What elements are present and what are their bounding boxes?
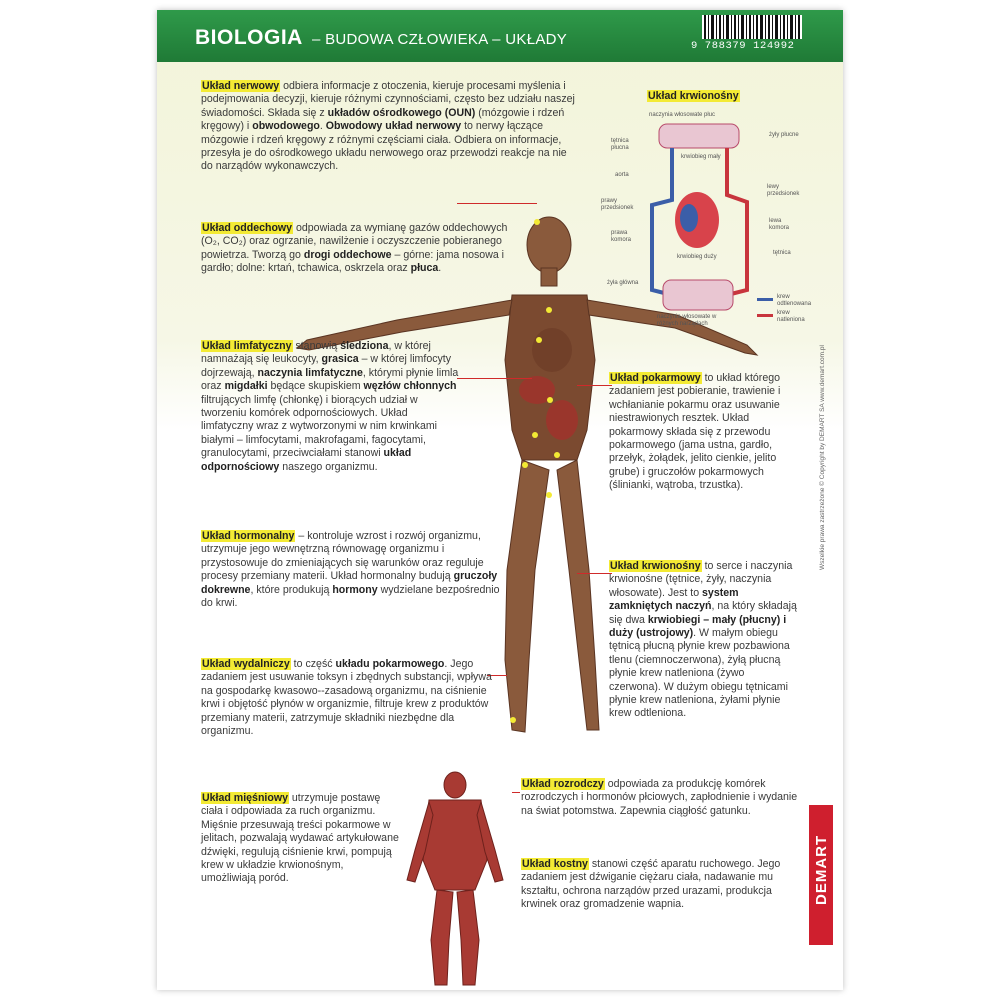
bold-term: Obwodowy układ nerwowy: [325, 120, 462, 133]
label-right-ventricle: prawa komora: [611, 230, 632, 243]
section-title-lymphatic: Układ limfatyczny: [202, 340, 292, 352]
bold-term: układu pokarmowego: [335, 658, 445, 670]
bold-term: system zamkniętych naczyń: [609, 586, 739, 613]
text-part: – górne: jama nosowa i gardło; dolne: krtań, tchawica, oskrzela oraz: [201, 248, 505, 275]
bold-term: gruczoły dokrewne: [201, 570, 498, 596]
label-vena-cava: żyła główna: [607, 280, 639, 286]
label-right-atrium: prawy przedsionek: [601, 198, 634, 211]
bold-term: hormony: [332, 583, 378, 596]
legend-oxygenated: krew natleniona: [777, 310, 805, 323]
section-endocrine-system: [201, 530, 501, 610]
muscle-figure: [407, 772, 503, 985]
label-aorta: aorta: [615, 172, 629, 178]
legend-deoxygenated: krew odtlenowana: [777, 294, 812, 307]
section-respiratory-system: [201, 222, 511, 276]
section-muscular-system: [201, 792, 401, 886]
connector-line: [577, 385, 612, 386]
label-artery: tętnica: [773, 250, 791, 256]
text-part: odbiera informacje z otoczenia, kieruje procesami myślenia i podejmowania decyzji, kieruje różnymi czynnościami, często bez udziału naszej świadomości. Składa się z: [201, 80, 575, 119]
text-part: , które produkują: [250, 583, 333, 596]
connector-line: [457, 203, 537, 204]
text-part: . Jego zadaniem jest usuwanie toksyn i zbędnych substancji, wpływa na gospodarkę kwasowo--zasadową organizmu, na ciśnienie krwi i objętość płynów w organizmie, filtruje krew z produktów przemiany materii, zatrzymuje składniki niezbędne dla organizmu.: [201, 658, 492, 738]
text-part: odpowiada za wymianę gazów oddechowych (O₂, CO₂) oraz ogrzanie, nawilżenie i oczyszczenie pobieranego powietrza. Tworzą go: [201, 222, 508, 261]
text-part: naszego organizmu.: [279, 460, 378, 473]
bold-term: naczynia limfatyczne: [257, 366, 363, 379]
label-left-atrium: lewy przedsionek: [767, 184, 800, 197]
bold-term: śledziona: [340, 340, 389, 352]
section-digestive-system: [609, 372, 799, 493]
section-excretory-system: [201, 658, 495, 738]
label-left-ventricle: lewa komora: [769, 218, 790, 231]
text-part: – w której limfocyty dojrzewają,: [201, 353, 452, 379]
section-title-reproductive: Układ rozrodczy: [522, 778, 604, 790]
text-part: odpowiada za produkcję komórek rozrodczych i hormonów płciowych, zapłodnienie i wydanie na świat potomstwa. Zapewnia ciągłość gatunku.: [521, 778, 798, 817]
bold-term: migdałki: [224, 380, 268, 393]
section-reproductive-system: [521, 778, 799, 818]
section-circulatory-system: [609, 560, 799, 721]
section-title-nervous: Układ nerwowy: [202, 80, 280, 92]
circulatory-diagram: [597, 90, 812, 330]
text-part: – kontroluje wzrost i rozwój organizmu, utrzymuje jego wewnętrzną równowagę organizmu i przystosowuje do zmieniających się warunków oraz reguluje procesy przemiany materii. Układ hormonalny budują: [201, 530, 484, 583]
page-title: BIOLOGIA: [195, 26, 303, 49]
text-part: .: [438, 262, 442, 275]
poster-card: [157, 10, 843, 990]
section-title-excretory: Układ wydalniczy: [202, 658, 290, 670]
section-title-endocrine: Układ hormonalny: [202, 530, 295, 542]
section-nervous-system: [201, 80, 581, 174]
text-part: wydzielane bezpośrednio do krwi.: [201, 583, 500, 610]
text-part: utrzymuje postawę ciała i odpowiada za ruch organizmu. Mięśnie przesuwają treści pokarmowe w jelitach, pozwalają wydawać artykułowane dźwięki, regulują ciśnienie krwi, pompują krew w układzie krwionośnym, umożliwiają poród.: [201, 792, 399, 885]
section-title-respiratory: Układ oddechowy: [202, 222, 293, 234]
diagram-title: Układ krwionośny: [648, 90, 739, 102]
text-part: będące skupiskiem: [267, 380, 364, 393]
label-pulmonary-veins: żyły płucne: [769, 132, 799, 138]
text-part: to układ którego zadaniem jest pobieranie, trawienie i wchłanianie pokarmu oraz usuwanie niestrawionych resztek. Układ pokarmowy składa się z przewodu pokarmowego (jama ustna, gardło, przełyk, żołądek, jelito cienkie, jelito grube) i gruczołów pokarmowych (ślinianki, wątroba, trzustka).: [609, 372, 781, 492]
label-capillaries-lungs: naczynia włosowate płuc: [649, 112, 716, 118]
text-part: , którymi płynie limla oraz: [201, 366, 459, 393]
label-pulmonary-artery: tętnica płucna: [611, 138, 629, 151]
logo-text: DEMART: [813, 834, 830, 905]
copyright-note: Wszelkie prawa zastrzeżone © Copyright by DEMART SA www.demart.com.pl: [819, 345, 826, 570]
page-subtitle: – BUDOWA CZŁOWIEKA – UKŁADY: [312, 31, 568, 48]
label-capillaries-organs: naczynia włosowate w różnych narządach: [657, 314, 717, 327]
text-part: filtrujących limfę (chłonkę) i biorących udział w tworzeniu komórek odpornościowych. Układ limfatyczny wraz z wytworzonymi w nim krwinkami białymi – limfocytami, makrofagami, fagocytami, granulocytami, przeciwciałami stanowi: [201, 393, 438, 460]
label-small-circulation: krwiobieg mały: [681, 154, 721, 160]
bold-term: krwiobiegi – mały (płucny) i duży (ustrojowy): [609, 613, 787, 640]
text-part: (mózgowie i rdzeń kręgowy) i: [201, 106, 565, 133]
text-part: stanowi część aparatu ruchowego. Jego zadaniem jest dźwiganie ciężaru ciała, nadawanie mu kształtu, ochrona narządów przed urazami, produkcja krwinek oraz gromadzenie wapnia.: [521, 858, 781, 911]
bold-term: grasica: [321, 353, 359, 366]
section-title-circulatory: Układ krwionośny: [610, 560, 701, 572]
bold-term: obwodowego: [252, 120, 320, 133]
barcode-number: 9 788379 124992: [691, 40, 795, 52]
text-part: , na który składają się dwa: [609, 600, 797, 626]
text-part: .: [319, 120, 326, 133]
section-skeletal-system: [521, 858, 799, 912]
section-lymphatic-system: [201, 340, 461, 474]
bold-term: płuca: [410, 262, 439, 275]
text-part: , w której namnażają się leukocyty,: [201, 340, 431, 366]
bold-term: drogi oddechowe: [303, 248, 392, 261]
text-part: . W małym obiegu tętnicą płucną płynie krew pozbawiona tlenu (ciemnoczerwona), żyłą płucną płynie krew natleniona (żywo czerwona). W dużym obiegu tętnicami płynie krew natleniona, żyłami płynie krew odtleniona.: [609, 627, 790, 720]
text-part: stanowią: [292, 340, 341, 352]
text-part: to nerwy łączące mózgowie i rdzeń kręgowy z różnymi częściami ciała. Odbiera on informacje, przesyła je do ośrodkowego układu nerwowego oraz przewodzi reakcje na nie do narządów wykonawczych.: [201, 120, 567, 173]
text-part: to serce i naczynia krwionośne (tętnice, żyły, naczynia włosowate). Jest to: [609, 560, 793, 599]
section-title-digestive: Układ pokarmowy: [610, 372, 701, 384]
bold-term: węzłów chłonnych: [363, 380, 457, 393]
connector-line: [577, 573, 612, 574]
connector-line: [512, 792, 520, 793]
text-part: to część: [290, 658, 336, 670]
publisher-logo: [809, 805, 833, 945]
section-title-skeletal: Układ kostny: [522, 858, 588, 870]
section-title-muscular: Układ mięśniowy: [202, 792, 288, 804]
bold-term: układów ośrodkowego (OUN): [327, 106, 476, 119]
label-large-circulation: krwiobieg duży: [677, 254, 717, 260]
connector-line: [457, 378, 532, 379]
bold-term: układ odpornościowy: [201, 447, 412, 473]
